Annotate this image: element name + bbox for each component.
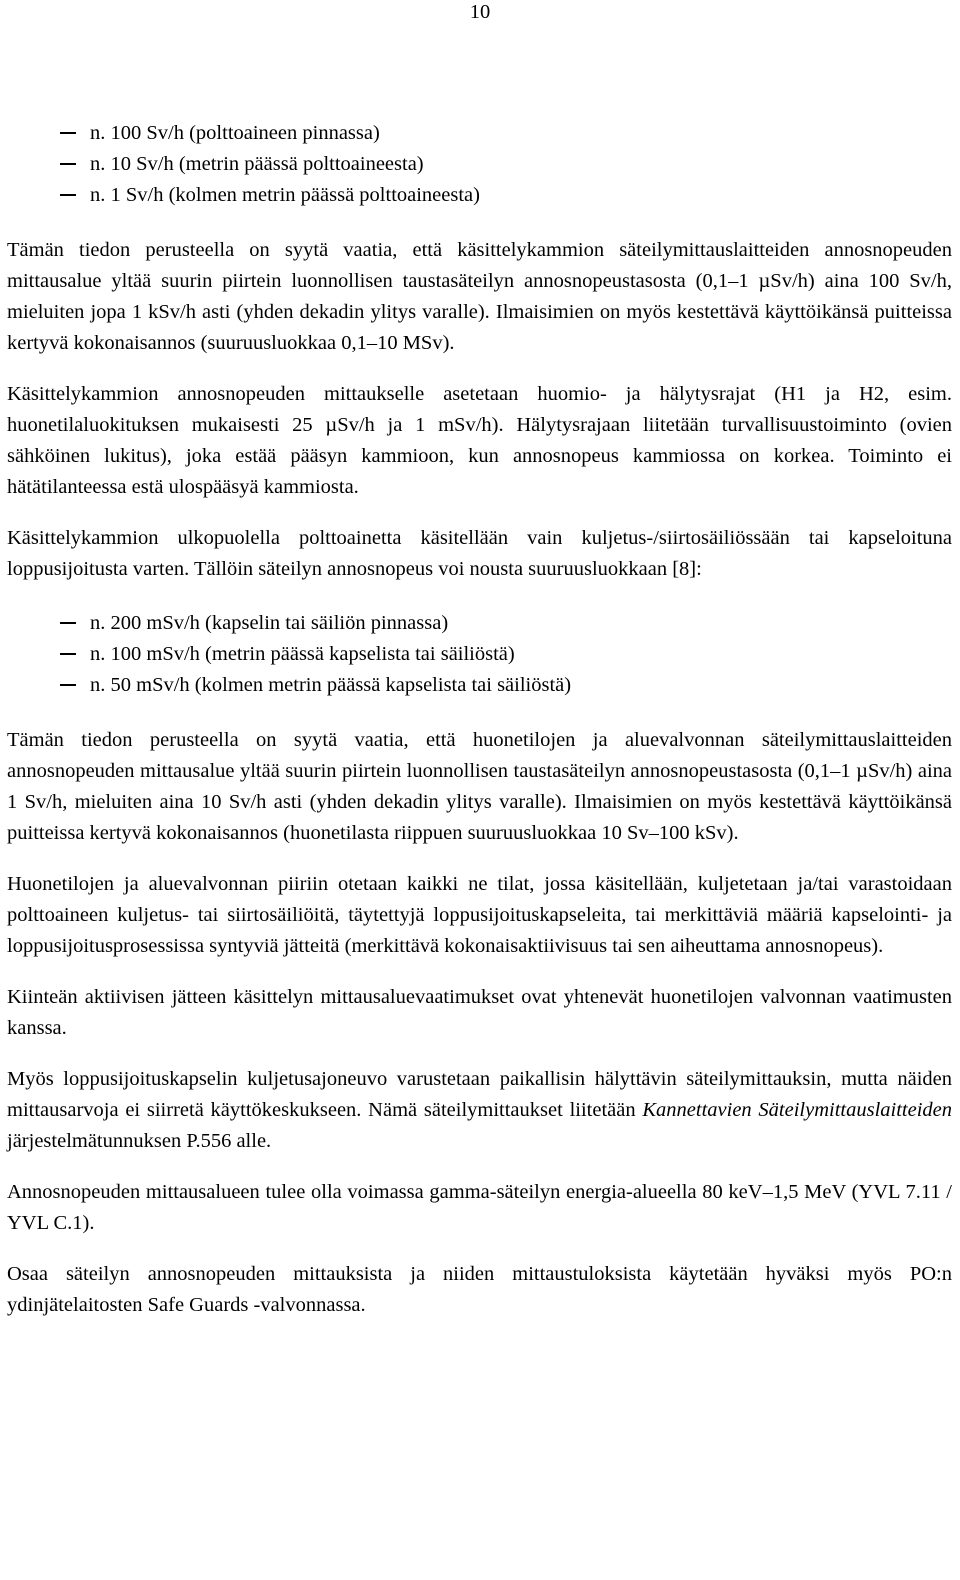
list-item-text: n. 100 mSv/h (metrin päässä kapselista tai säiliöstä) [90,643,515,665]
document-body [7,118,952,1321]
list-item [7,118,952,149]
paragraph-alarm-limits: Käsittelykammion annosnopeuden mittaukselle asetetaan huomio- ja hälytysrajat (H1 ja H2, esim. huonetilaluokituksen mukaisesti 25 µSv/h ja 1 mSv/h). Hälytysrajaan liitetään turvallisuustoiminto (ovien sähköinen lukitus), joka estää pääsyn kammioon, kun annosnopeus kammiossa on korkea. Toiminto ei hätätilanteessa estä ulospääsyä kammiosta. [7,383,952,498]
system-name-italic: Kannettavien Säteilymittauslaitteiden [642,1099,953,1121]
paragraph-measurement-range-rooms: Tämän tiedon perusteella on syytä vaatia, että huonetilojen ja aluevalvonnan säteilymittauslaitteiden annosnopeuden mittausalue yltää suurin piirtein luonnollisen taustasäteilyn annosnopeustasosta (0,1–1 µSv/h) aina 1 Sv/h, mieluiten aina 10 Sv/h asti (yhden dekadin ylitys varalle). Ilmaisimien on myös kestettävä käyttöikänsä puitteissa kertyvä kokonaisannos (huonetilasta riippuen suuruusluokkaa 10 Sv–100 kSv). [7,729,952,844]
dash-bullet-icon [60,163,76,165]
list-item-text: n. 50 mSv/h (kolmen metrin päässä kapselista tai säiliöstä) [90,674,572,696]
list-item-text: n. 200 mSv/h (kapselin tai säiliön pinnassa) [90,612,449,634]
dash-bullet-icon [60,194,76,196]
paragraph-safeguards: Osaa säteilyn annosnopeuden mittauksista ja niiden mittaustuloksista käytetään hyväksi myös PO:n ydinjätelaitosten Safe Guards -valvonnassa. [7,1263,952,1316]
paragraph-solid-waste: Kiinteän aktiivisen jätteen käsittelyn mittausaluevaatimukset ovat yhtenevät huonetilojen valvonnan vaatimusten kanssa. [7,986,952,1039]
paragraph-energy-range: Annosnopeuden mittausalueen tulee olla voimassa gamma-säteilyn energia-alueella 80 keV–1,5 MeV (YVL 7.11 / YVL C.1). [7,1181,952,1234]
dash-bullet-icon [60,684,76,686]
page-number: 10 [469,1,491,23]
list-item [7,639,952,670]
paragraph-measurement-range-chamber: Tämän tiedon perusteella on syytä vaatia, että käsittelykammion säteilymittauslaitteiden annosnopeuden mittausalue yltää suurin piirtein luonnollisen taustasäteilyn annosnopeustasosta (0,1–1 µSv/h) aina 100 Sv/h, mieluiten jopa 1 kSv/h asti (yhden dekadin ylitys varalle). Ilmaisimien on myös kestettävä käyttöikänsä puitteissa kertyvä kokonaisannos (suuruusluokkaa 0,1–10 MSv). [7,239,952,354]
list-item [7,149,952,180]
dash-bullet-icon [60,132,76,134]
list-item [7,180,952,211]
paragraph-outside-chamber: Käsittelykammion ulkopuolella polttoainetta käsitellään vain kuljetus-/siirtosäiliössään tai kapseloituna loppusijoitusta varten. Tällöin säteilyn annosnopeus voi nousta suuruusluokkaan [8]: [7,527,952,580]
dash-bullet-icon [60,653,76,655]
list-item-text: n. 1 Sv/h (kolmen metrin päässä polttoaineesta) [90,184,480,206]
dose-rate-list-capsule [7,608,952,701]
list-item [7,608,952,639]
paragraph-room-monitoring-scope: Huonetilojen ja aluevalvonnan piiriin otetaan kaikki ne tilat, jossa käsitellään, kuljetetaan ja/tai varastoidaan polttoaineen kuljetus- tai siirtosäiliöitä, täytettyjä loppusijoituskapseleita, tai merkittäviä määriä kapselointi- ja loppusijoitusprosessissa syntyviä jätteitä (merkittävä kokonaisaktiivisuus tai sen aiheuttama annosnopeus). [7,873,952,957]
dose-rate-list-fuel [7,118,952,211]
list-item-text: n. 10 Sv/h (metrin päässä polttoaineesta) [90,153,424,175]
dash-bullet-icon [60,622,76,624]
list-item [7,670,952,701]
list-item-text: n. 100 Sv/h (polttoaineen pinnassa) [90,122,380,144]
paragraph-transport-vehicle: Myös loppusijoituskapselin kuljetusajoneuvo varustetaan paikallisin hälyttävin säteilymittauksin, mutta näiden mittausarvoja ei siirretä käyttökeskukseen. Nämä säteilymittaukset liitetään Kannettavien Säteilymittauslaitteiden järjestelmätunnuksen P.556 alle. [7,1068,953,1152]
